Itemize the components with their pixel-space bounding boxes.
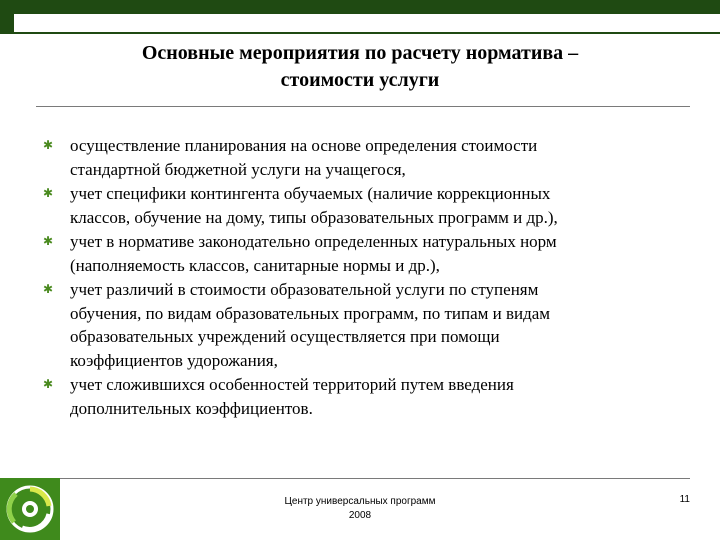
spiral-logo-icon [0,478,60,540]
page-number: 11 [679,494,690,505]
bullet-line: дополнительных коэффициентов. [70,398,313,418]
bullet-line: учет в нормативе законодательно определенных натуральных норм [70,232,557,251]
bullet-line: классов, обучение на дому, типы образовательных программ и др.), [70,207,558,227]
bullet-line: осуществление планирования на основе определения стоимости [70,136,538,155]
bullet-item [44,134,684,181]
asterisk-icon: ✱ [42,234,54,248]
title-divider [36,106,690,107]
asterisk-icon: ✱ [42,377,54,391]
asterisk-icon: ✱ [42,138,54,152]
asterisk-icon: ✱ [42,186,54,200]
bullet-item [44,230,684,277]
bullet-item [44,373,684,420]
bullet-line: обучения, по видам образовательных программ, по типам и видам [70,303,551,323]
footer-divider [60,478,690,479]
bullet-line: учет сложившихся особенностей территорий путем введения [70,375,514,394]
top-bar-inner [14,14,720,32]
bullet-list [44,134,684,421]
slide-title-line-1: Основные мероприятия по расчету норматива – [141,42,579,64]
footer-caption [250,495,470,523]
bullet-line: стандартной бюджетной услуги на учащегося, [70,159,406,179]
asterisk-icon: ✱ [42,282,54,296]
bullet-item [44,182,684,229]
bullet-line: коэффициентов удорожания, [70,350,278,370]
logo [0,478,60,540]
footer-organization: Центр универсальных программ [284,496,436,507]
bullet-item [44,278,684,372]
footer-year: 2008 [348,510,372,521]
slide-title [60,40,660,94]
bullet-line: (наполняемость классов, санитарные нормы и др.), [70,255,440,275]
bullet-line: образовательных учреждений осуществляется при помощи [70,327,500,346]
slide-title-line-2: стоимости услуги [280,69,440,91]
bullet-line: учет различий в стоимости образовательной услуги по ступеням [70,280,539,299]
bullet-line: учет специфики контингента обучаемых (наличие коррекционных [70,184,551,203]
top-bar [0,0,720,34]
